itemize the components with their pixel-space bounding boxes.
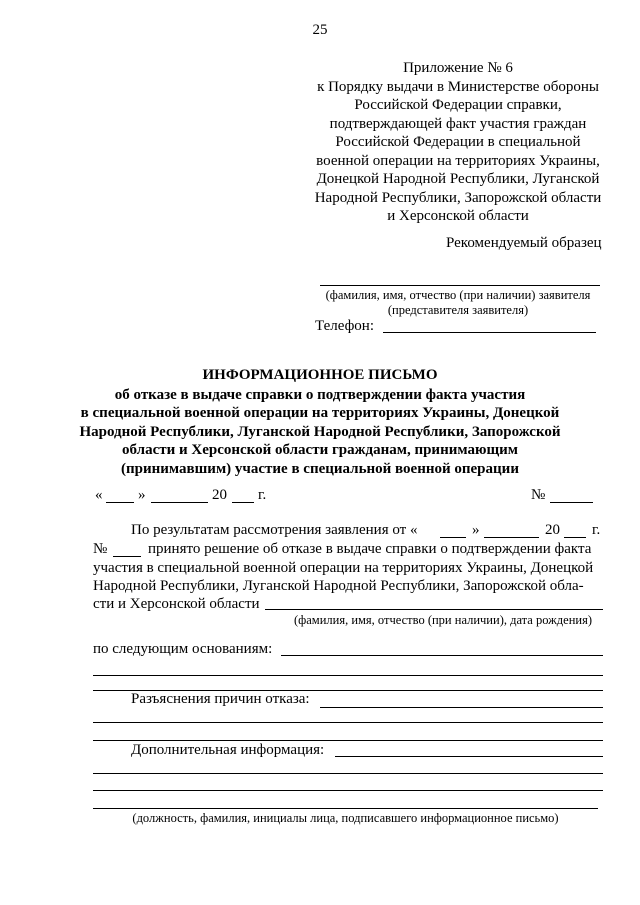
title-line: об отказе в выдаче справки о подтверждении факта участия	[114, 386, 526, 403]
grounds-line-2[interactable]	[93, 675, 603, 676]
appendix-header	[300, 59, 616, 226]
appendix-line: и Херсонской области	[387, 208, 529, 224]
signature-line[interactable]	[93, 808, 598, 809]
applicant-caption-line1: (фамилия, имя, отчество (при наличии) заявителя	[325, 288, 591, 302]
body-p4: Народной Республики, Луганской Народной Республики, Запорожской обла-	[93, 578, 584, 594]
date-year-prefix: 20	[212, 487, 227, 503]
title-line: Народной Республики, Луганской Народной Республики, Запорожской	[79, 423, 561, 440]
additional-label: Дополнительная информация:	[131, 742, 325, 758]
body-p1-close-quote: »	[472, 522, 480, 538]
person-name-line[interactable]	[265, 609, 603, 610]
reasons-line-1[interactable]	[320, 707, 603, 708]
document-title	[70, 366, 570, 478]
date-year-suffix: г.	[258, 487, 267, 503]
phone-label: Телефон:	[315, 318, 374, 334]
appendix-line: военной операции на территориях Украины,	[316, 152, 600, 169]
reasons-line-2[interactable]	[93, 722, 603, 723]
body-p5: сти и Херсонской области	[93, 596, 260, 612]
date-open-quote: «	[95, 487, 103, 503]
additional-line-1[interactable]	[335, 756, 603, 757]
title-line: в специальной военной операции на территориях Украины, Донецкой	[80, 405, 560, 421]
title-main: ИНФОРМАЦИОННОЕ ПИСЬМО	[202, 367, 438, 383]
grounds-label: по следующим основаниям:	[93, 641, 273, 657]
title-line: области и Херсонской области гражданам, принимающим	[122, 442, 518, 458]
body-p1-start: По результатам рассмотрения заявления от «	[131, 522, 418, 538]
applicant-name-line[interactable]	[320, 285, 600, 286]
date-day-line[interactable]	[106, 502, 134, 503]
application-day-line[interactable]	[440, 537, 466, 538]
signature-caption: (должность, фамилия, инициалы лица, подписавшего информационное письмо)	[132, 811, 559, 825]
number-sign: №	[531, 487, 546, 503]
appendix-line: Приложение № 6	[403, 60, 513, 76]
application-number-line[interactable]	[113, 556, 141, 557]
appendix-line: Донецкой Народной Республики, Луганской	[316, 171, 600, 187]
date-month-line[interactable]	[151, 502, 208, 503]
reasons-label: Разъяснения причин отказа:	[131, 691, 310, 707]
body-p3: участия в специальной военной операции на территориях Украины, Донецкой	[93, 560, 594, 576]
application-year-line[interactable]	[564, 537, 586, 538]
date-year-line[interactable]	[232, 502, 254, 503]
reasons-line-3[interactable]	[93, 740, 603, 741]
applicant-caption	[300, 288, 616, 318]
person-caption: (фамилия, имя, отчество (при наличии), дата рождения)	[294, 613, 592, 627]
recommended-sample-label: Рекомендуемый образец	[446, 235, 602, 251]
body-p1-year: 20	[545, 522, 560, 538]
application-month-line[interactable]	[484, 537, 539, 538]
body-p2-text: принято решение об отказе в выдаче справки о подтверждении факта	[148, 541, 592, 557]
additional-line-2[interactable]	[93, 773, 603, 774]
number-line[interactable]	[550, 502, 593, 503]
additional-line-3[interactable]	[93, 790, 603, 791]
body-p1-year-suffix: г.	[592, 522, 601, 538]
grounds-line-1[interactable]	[281, 655, 603, 656]
appendix-line: Народной Республики, Запорожской области	[314, 189, 602, 206]
title-line: (принимавшим) участие в специальной военной операции	[121, 460, 519, 477]
body-p2-number: №	[93, 541, 108, 557]
date-close-quote: »	[138, 487, 146, 503]
appendix-line: Российской Федерации справки,	[354, 97, 562, 113]
page-number: 25	[312, 22, 328, 38]
appendix-line: к Порядку выдачи в Министерстве обороны	[317, 78, 599, 95]
appendix-line: подтверждающей факт участия граждан	[329, 115, 587, 132]
phone-input-line[interactable]	[383, 332, 596, 333]
appendix-line: Российской Федерации в специальной	[335, 134, 581, 150]
applicant-caption-line2: (представителя заявителя)	[387, 303, 529, 317]
